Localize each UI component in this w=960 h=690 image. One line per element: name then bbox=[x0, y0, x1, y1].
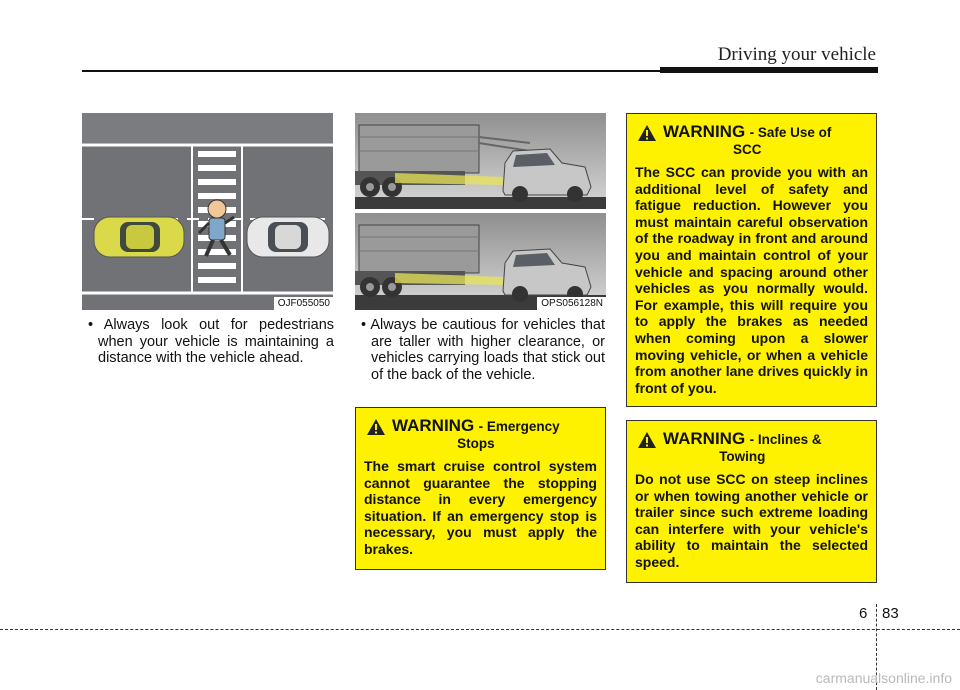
warning-body: The SCC can provide you with an additional level of safety and fatigue reduction. However you must maintain careful observation of the roadway in front and around you and maintain control of your vehicle and spacing around other vehicles as you normally would. For example, this will require you to apply the brakes as needed when coming upon a slower moving vehicle, or when a vehicle from another lane drives quickly in front of you. bbox=[635, 164, 868, 396]
figure-crosswalk bbox=[82, 113, 333, 310]
bullet-item: • Always be cautious for vehicles that are taller with higher clearance, or vehicles carrying loads that stick out of the back of the vehicle. bbox=[361, 317, 605, 383]
white-car-icon bbox=[247, 217, 329, 257]
yellow-car-icon bbox=[94, 217, 184, 257]
warning-subtitle: - Emergency bbox=[478, 419, 560, 434]
warning-triangle-icon bbox=[637, 431, 657, 449]
figure-trucks bbox=[355, 113, 606, 310]
warning-header bbox=[635, 122, 868, 158]
header-rule-thick bbox=[660, 67, 878, 73]
bullet-text: Always look out for pedestrians when your vehicle is maintaining a distance with the vehicle ahead. bbox=[98, 317, 335, 366]
warning-subtitle-line2: Towing bbox=[719, 449, 766, 464]
warning-body: Do not use SCC on steep inclines or when towing another vehicle or trailer since such extreme loading can interfere with your vehicle's ability to maintain the selected speed. bbox=[635, 471, 868, 570]
warning-word: WARNING bbox=[663, 429, 746, 448]
warning-safe-use bbox=[626, 113, 877, 407]
bullet-taller-vehicles bbox=[357, 317, 605, 383]
warning-subtitle-line2: SCC bbox=[732, 142, 762, 157]
warning-subtitle-line2: Stops bbox=[457, 436, 495, 451]
page-number: 83 bbox=[882, 605, 899, 622]
warning-triangle-icon bbox=[366, 418, 386, 436]
bullet-text: Always be cautious for vehicles that are taller with higher clearance, or vehicles carrying loads that stick out of the back of the vehicle. bbox=[370, 317, 605, 383]
section-title: Driving your vehicle bbox=[717, 44, 876, 65]
figure-code: OPS056128N bbox=[537, 297, 606, 310]
warning-triangle-icon bbox=[637, 124, 657, 142]
warning-subtitle: - Safe Use of bbox=[749, 125, 832, 140]
bullet-pedestrians bbox=[84, 317, 334, 367]
warning-inclines-towing bbox=[626, 420, 877, 583]
warning-word: WARNING bbox=[392, 416, 475, 435]
warning-header bbox=[364, 416, 597, 452]
bullet-item: • Always look out for pedestrians when your vehicle is maintaining a distance with the vehicle ahead. bbox=[88, 317, 335, 366]
header-rule bbox=[82, 70, 660, 72]
footer-rule bbox=[0, 629, 960, 630]
truck-clearance-illustration bbox=[355, 113, 606, 310]
crosswalk-illustration bbox=[82, 113, 333, 310]
figure-code: OJF055050 bbox=[274, 297, 333, 310]
section-number: 6 bbox=[859, 605, 868, 622]
watermark: carmanualsonline.info bbox=[815, 670, 952, 686]
warning-header bbox=[635, 429, 868, 465]
warning-body: The smart cruise control system cannot guarantee the stopping distance in every emergency situation. If an emergency stop is necessary, you must apply the brakes. bbox=[364, 458, 597, 557]
warning-word: WARNING bbox=[663, 122, 746, 141]
warning-subtitle: - Inclines & bbox=[749, 432, 822, 447]
warning-emergency-stops bbox=[355, 407, 606, 570]
